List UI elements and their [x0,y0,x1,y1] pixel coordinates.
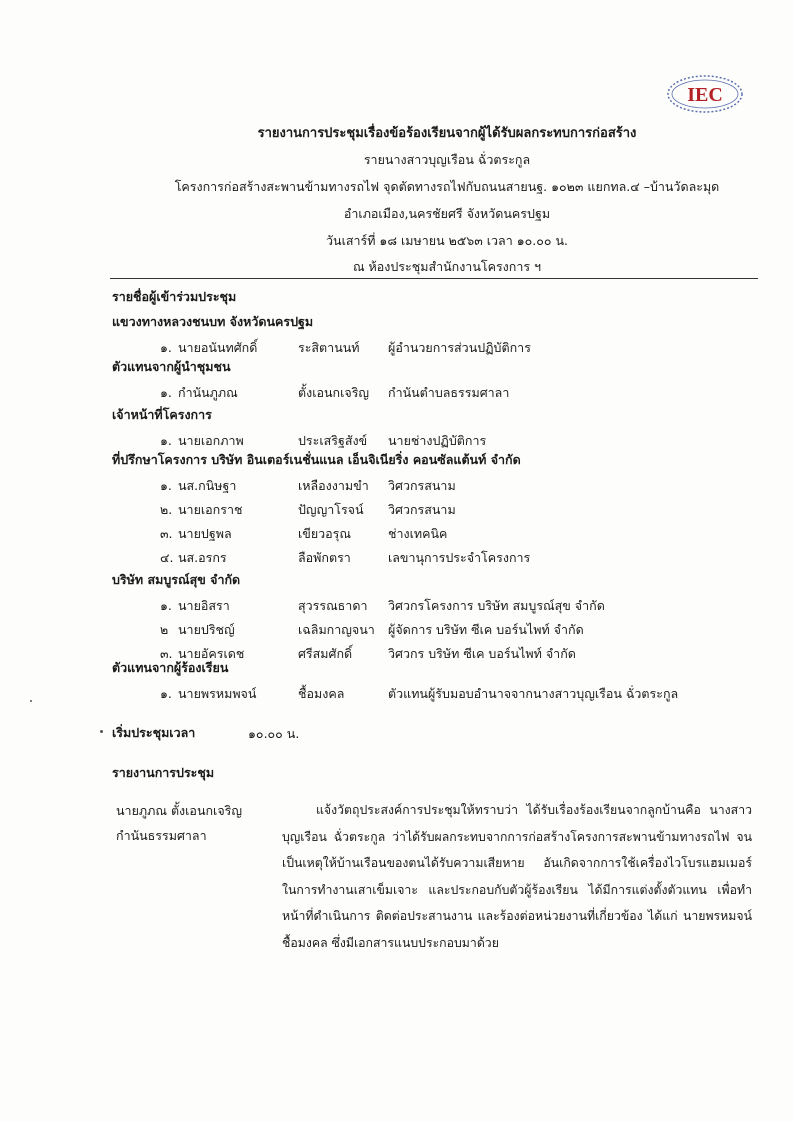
attendee-last-name: ชื้อมงคล [298,686,345,701]
attendee-last-name: ระสิตานนท์ [298,340,360,355]
attendee-role: วิศวกรสนาม [388,478,456,493]
attendee-group-heading: ที่ปรึกษาโครงการ บริษัท อินเตอร์เนชั่นแนล เอ็นจิเนียริ่ง คอนซัลแต้นท์ จำกัด [112,452,521,467]
attendee-first-name: นายปฐพล [178,526,232,541]
attendee-first-name: นายปริชญ์ [178,622,235,637]
attendee-first-name: นายเอกภาพ [178,433,244,448]
attendee-first-name: นส.อรกร [178,550,227,565]
attendee-first-name: นายพรหมพจน์ [178,686,257,701]
iec-logo [666,74,744,114]
header-divider [110,278,758,279]
attendee-group-heading: ตัวแทนจากผู้ร้องเรียน [112,660,229,675]
date-line: วันเสาร์ที่ ๑๘ เมษายน ๒๕๖๓ เวลา ๑๐.๐๐ น. [326,233,568,248]
attendee-number: ๓. [160,526,173,541]
attendees-heading: รายชื่อผู้เข้าร่วมประชุม [112,289,237,304]
attendee-role: วิศวกรโครงการ บริษัท สมบูรณ์สุข จำกัด [388,598,605,613]
attendee-number: ๑. [160,433,172,448]
start-time-label: เริ่มประชุมเวลา [112,725,196,740]
attendee-last-name: ตั้งเอนกเจริญ [298,385,370,400]
scan-speck [100,730,103,733]
attendee-number: ๑. [160,478,172,493]
attendee-role: เลขานุการประจำโครงการ [388,550,531,565]
report-paragraph-text: แจ้งวัตถุประสงค์การประชุมให้ทราบว่า ได้รับเรื่องร้องเรียนจากลูกบ้านคือ นางสาวบุญเรือน ฉั่วตระกูล ว่าได้รับผลกระทบจากการก่อสร้างโครงการสะพานข้ามทางรถไฟ จนเป็นเหตุให้บ้านเรือนของตนได้รับความเสียหาย อันเกิดจากการใช้เครื่องไวโบรแฮมเมอร์ ในการทำงานเสาเข็มเจาะ และประกอบกับตัวผู้ร้องเรียน ได้มีการแต่งตั้งตัวแทน เพื่อทำหน้าที่ดำเนินการ ติดต่อประสานงาน และร้องต่อหน่วยงานที่เกี่ยวข้อง ได้แก่ นายพรหมจน์ ชื้อมงคล ซึ่งมีเอกสารแนบประกอบมาด้วย [282,803,752,950]
attendee-last-name: เขียวอรุณ [298,526,351,541]
attendee-first-name: นายอิสรา [178,598,230,613]
attendee-first-name: กำนันภูภณ [178,385,238,400]
attendee-role: วิศวกร บริษัท ซีเค บอร์นไพท์ จำกัด [388,646,576,661]
attendee-last-name: เหลืองงามขำ [298,478,369,493]
attendee-number: ๑. [160,385,172,400]
attendee-last-name: สุวรรณธาดา [298,598,368,613]
location-line: อำเภอเมือง,นครชัยศรี จังหวัดนครปฐม [343,206,551,221]
attendee-group-heading: ตัวแทนจากผู้นำชุมชน [112,359,231,374]
start-time-value: ๑๐.๐๐ น. [248,726,300,741]
attendee-last-name: ลือพักตรา [298,550,351,565]
scan-speck [30,700,32,702]
attendee-first-name: นส.กนิษฐา [178,478,237,493]
attendee-last-name: ประเสริฐสังข์ [298,433,368,448]
venue-line: ณ ห้องประชุมสำนักงานโครงการ ฯ [352,259,542,274]
attendee-role: ผู้จัดการ บริษัท ซีเค บอร์นไพท์ จำกัด [388,622,584,637]
project-line: โครงการก่อสร้างสะพานข้ามทางรถไฟ จุดตัดทางรถไฟกับถนนสายนฐ. ๑๐๒๓ แยกทล.๔ –บ้านวัดละมุด [174,179,720,194]
attendee-last-name: ปัญญาโรจน์ [298,502,364,517]
attendee-role: นายช่างปฏิบัติการ [388,433,487,448]
speaker-title: กำนันธรรมศาลา [116,828,207,843]
attendee-role: ผู้อำนวยการส่วนปฏิบัติการ [388,340,531,355]
attendee-number: ๔. [160,550,174,565]
attendee-number: ๑. [160,686,172,701]
report-heading: รายงานการประชุม [112,765,215,780]
speaker-name: นายภูภณ ตั้งเอนกเจริญ [116,803,243,818]
attendee-number: ๒ [160,622,169,637]
attendee-number: ๑. [160,340,172,355]
attendee-first-name: นายอนันทศักดิ์ [178,340,258,355]
attendee-role: ช่างเทคนิค [388,526,448,541]
attendee-first-name: นายอัครเดช [178,646,245,661]
attendee-last-name: เฉลิมกาญจนา [298,622,375,637]
report-title: รายงานการประชุมเรื่องข้อร้องเรียนจากผู้ได้รับผลกระทบการก่อสร้าง [257,126,637,141]
attendee-first-name: นายเอกราช [178,502,243,517]
report-paragraph [282,797,752,956]
attendee-role: กำนันตำบลธรรมศาลา [388,385,510,400]
attendee-role: วิศวกรสนาม [388,502,456,517]
attendee-number: ๑. [160,598,172,613]
attendee-last-name: ศรีสมศักดิ์ [298,646,353,661]
attendee-group-heading: บริษัท สมบูรณ์สุข จำกัด [112,572,241,587]
attendee-number: ๓. [160,646,173,661]
attendee-role: ตัวแทนผู้รับมอบอำนาจจากนางสาวบุญเรือน ฉั่วตระกูล [388,686,679,701]
attendee-group-heading: เจ้าหน้าที่โครงการ [112,407,212,422]
complainant-line: รายนางสาวบุญเรือน ฉั่วตระกูล [363,152,531,167]
attendee-group-heading: แขวงทางหลวงชนบท จังหวัดนครปฐม [112,314,314,329]
attendee-number: ๒. [160,502,173,517]
svg-text:IEC: IEC [687,84,723,106]
